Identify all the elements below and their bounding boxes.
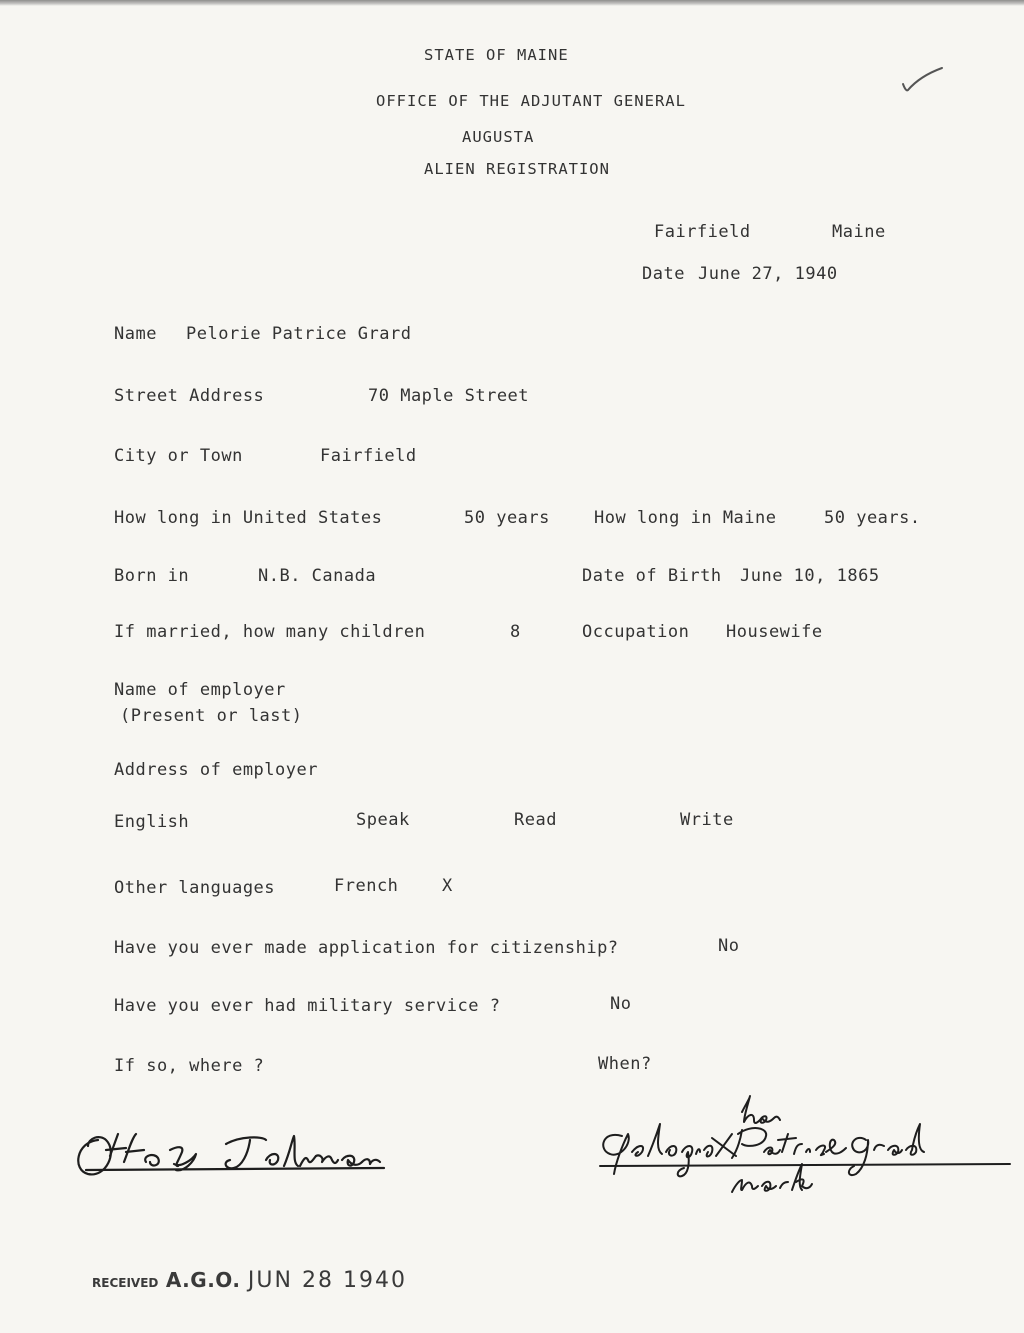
children-value: 8: [510, 622, 521, 642]
dob-label: Date of Birth: [582, 566, 722, 586]
citizenship-label: Have you ever made application for citizenship?: [114, 938, 619, 958]
name-label: Name: [114, 324, 157, 344]
dob-value: June 10, 1865: [740, 566, 880, 586]
citizenship-value: No: [718, 936, 740, 956]
born-label: Born in: [114, 566, 190, 586]
header-form-title: ALIEN REGISTRATION: [424, 160, 610, 178]
location-town: Fairfield: [654, 222, 751, 242]
stamp-received: RECEIVED: [92, 1276, 159, 1290]
maine-duration-label: How long in Maine: [594, 508, 777, 528]
us-duration-label: How long in United States: [114, 508, 383, 528]
city-label: City or Town: [114, 446, 243, 466]
employer-name-sublabel: (Present or last): [120, 706, 303, 726]
english-read: Read: [514, 810, 557, 830]
received-stamp: [92, 1268, 407, 1293]
military-value: No: [610, 994, 632, 1014]
city-value: Fairfield: [320, 446, 417, 466]
street-value: 70 Maple Street: [368, 386, 530, 406]
header-state: STATE OF MAINE: [424, 46, 569, 64]
check-mark-icon: [898, 62, 948, 102]
header-city: AUGUSTA: [462, 128, 535, 146]
header-office: OFFICE OF THE ADJUTANT GENERAL: [376, 92, 686, 110]
occupation-value: Housewife: [726, 622, 823, 642]
registrar-signature: [66, 1122, 396, 1192]
english-label: English: [114, 812, 190, 832]
registrant-signature: [592, 1094, 1012, 1204]
other-languages-value: French: [334, 876, 399, 896]
other-languages-mark: X: [442, 876, 453, 896]
date-value: June 27, 1940: [698, 264, 838, 284]
where-label: If so, where ?: [114, 1056, 265, 1076]
stamp-date: JUN 28 1940: [247, 1268, 407, 1293]
children-label: If married, how many children: [114, 622, 426, 642]
maine-duration-value: 50 years.: [824, 508, 921, 528]
other-languages-label: Other languages: [114, 878, 276, 898]
military-label: Have you ever had military service ?: [114, 996, 501, 1016]
location-state: Maine: [832, 222, 886, 242]
date-label: Date: [642, 264, 685, 284]
page-top-edge: [0, 0, 1024, 6]
stamp-office: A.G.O.: [165, 1268, 241, 1292]
employer-address-label: Address of employer: [114, 760, 318, 780]
english-write: Write: [680, 810, 734, 830]
occupation-label: Occupation: [582, 622, 690, 642]
street-label: Street Address: [114, 386, 265, 406]
name-value: Pelorie Patrice Grard: [186, 324, 412, 344]
us-duration-value: 50 years: [464, 508, 550, 528]
when-label: When?: [598, 1054, 652, 1074]
born-value: N.B. Canada: [258, 566, 377, 586]
employer-name-label: Name of employer: [114, 680, 286, 700]
english-speak: Speak: [356, 810, 410, 830]
